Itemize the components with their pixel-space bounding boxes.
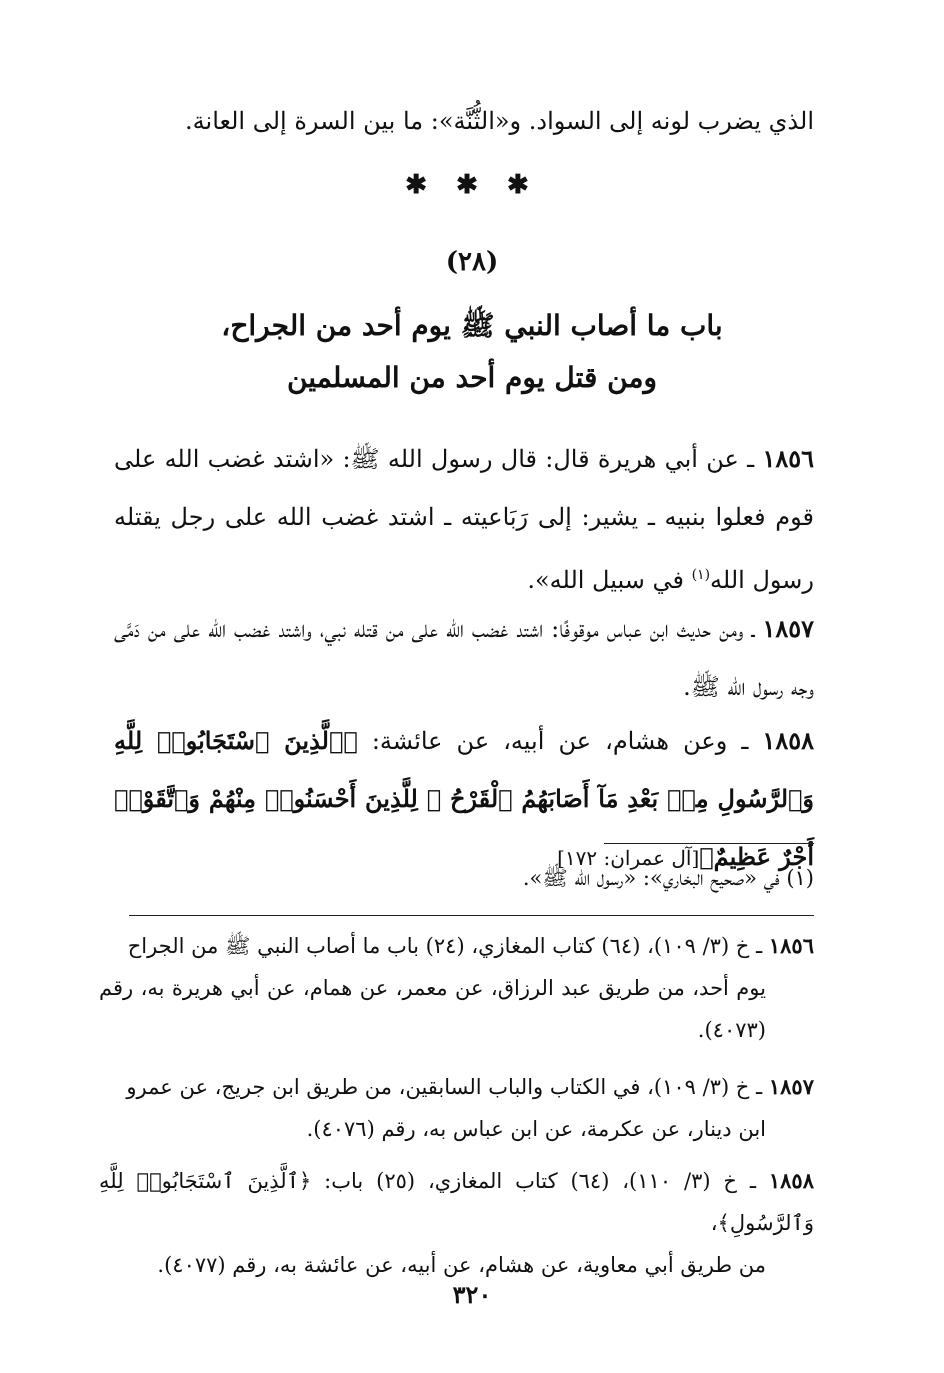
intro-text: الذي يضرب لونه إلى السواد. و«الثُّنَّة»: ما بين السرة إلى العانة.	[185, 107, 814, 135]
hadith-number: ١٨٥٨	[762, 726, 814, 755]
source-number: ١٨٥٨	[768, 1168, 814, 1193]
source-1857	[99, 1066, 814, 1150]
footnote: (١) في «صحيح البخاري»: «رسول الله ﷺ».	[522, 866, 814, 890]
chapter-title-line-2: ومن قتل يوم أحد من المسلمين	[286, 361, 657, 394]
quran-verse: ﴿ٱلَّذِينَ ٱسْتَجَابُوا۟ لِلَّهِ وَٱلرَّسُولِ مِنۢ بَعْدِ مَآ أَصَابَهُمُ ٱلْقَرْحُ ۚ لِلَّذِينَ أَحْسَنُوا۟ مِنْهُمْ وَٱتَّقَوْا۟ أَجْرٌ عَظِيمٌ﴾	[114, 726, 815, 871]
source-line: ـ خ (٣/ ١١٠)، (٦٤) كتاب المغازي، (٢٥) باب: ﴿ٱلَّذِينَ ٱسْتَجَابُوا۟ لِلَّهِ وَٱلرَّسُولِ﴾،	[99, 1169, 814, 1235]
sources-divider	[129, 915, 814, 916]
hadith-text: ـ ومن حديث ابن عباس موقوفًا: اشتد غضب الله على من قتله نبي، واشتد غضب الله على من دَمَّى وجه رسول الله ﷺ.	[114, 615, 814, 701]
hadith-text: ـ عن أبي هريرة قال: قال رسول الله ﷺ: «اشتد غضب الله على قوم فعلوا بنبيه ـ يشير: إلى رَبَاعيته ـ اشتد غضب الله على رجل يقتله رسول الله	[114, 445, 814, 594]
source-line: ـ خ (٣/ ١٠٩)، في الكتاب والباب السابقين، من طريق ابن جريج، عن عمرو	[126, 1075, 769, 1099]
hadith-number: ١٨٥٦	[762, 444, 814, 473]
hadith-1856	[114, 430, 814, 609]
hadith-number: ١٨٥٧	[762, 614, 814, 643]
source-1858	[99, 1160, 814, 1286]
chapter-title	[0, 300, 944, 404]
chapter-number: (٢٨)	[445, 247, 499, 277]
source-continuation: من طريق أبي معاوية، عن هشام، عن أبيه، عن عائشة به، رقم (٤٠٧٧).	[157, 1253, 766, 1277]
hadith-1857	[114, 600, 814, 716]
source-continuation: يوم أحد، من طريق عبد الرزاق، عن معمر، عن همام، عن أبي هريرة به، رقم (٤٠٧٣).	[99, 976, 766, 1042]
source-continuation: ابن دينار، عن عكرمة، عن ابن عباس به، رقم (٤٠٧٦).	[306, 1117, 766, 1141]
hadith-text-end: في سبيل الله».	[527, 566, 692, 594]
verse-reference: [آل عمران: ١٧٢]	[557, 846, 700, 870]
footnote-reference[interactable]: (١)	[691, 567, 711, 583]
section-separator: ✱ ✱ ✱	[405, 170, 539, 200]
page-number: ٣٢٠	[452, 1280, 492, 1309]
source-1856	[99, 925, 814, 1051]
chapter-title-line-1: باب ما أصاب النبي ﷺ يوم أحد من الجراح،	[221, 309, 723, 342]
footnote-divider	[604, 843, 814, 844]
hadith-text: ـ وعن هشام، عن أبيه، عن عائشة:	[357, 727, 763, 755]
source-line: ـ خ (٣/ ١٠٩)، (٦٤) كتاب المغازي، (٢٤) باب ما أصاب النبي ﷺ من الجراح	[127, 934, 769, 958]
source-number: ١٨٥٦	[768, 933, 814, 958]
source-number: ١٨٥٧	[768, 1074, 814, 1099]
